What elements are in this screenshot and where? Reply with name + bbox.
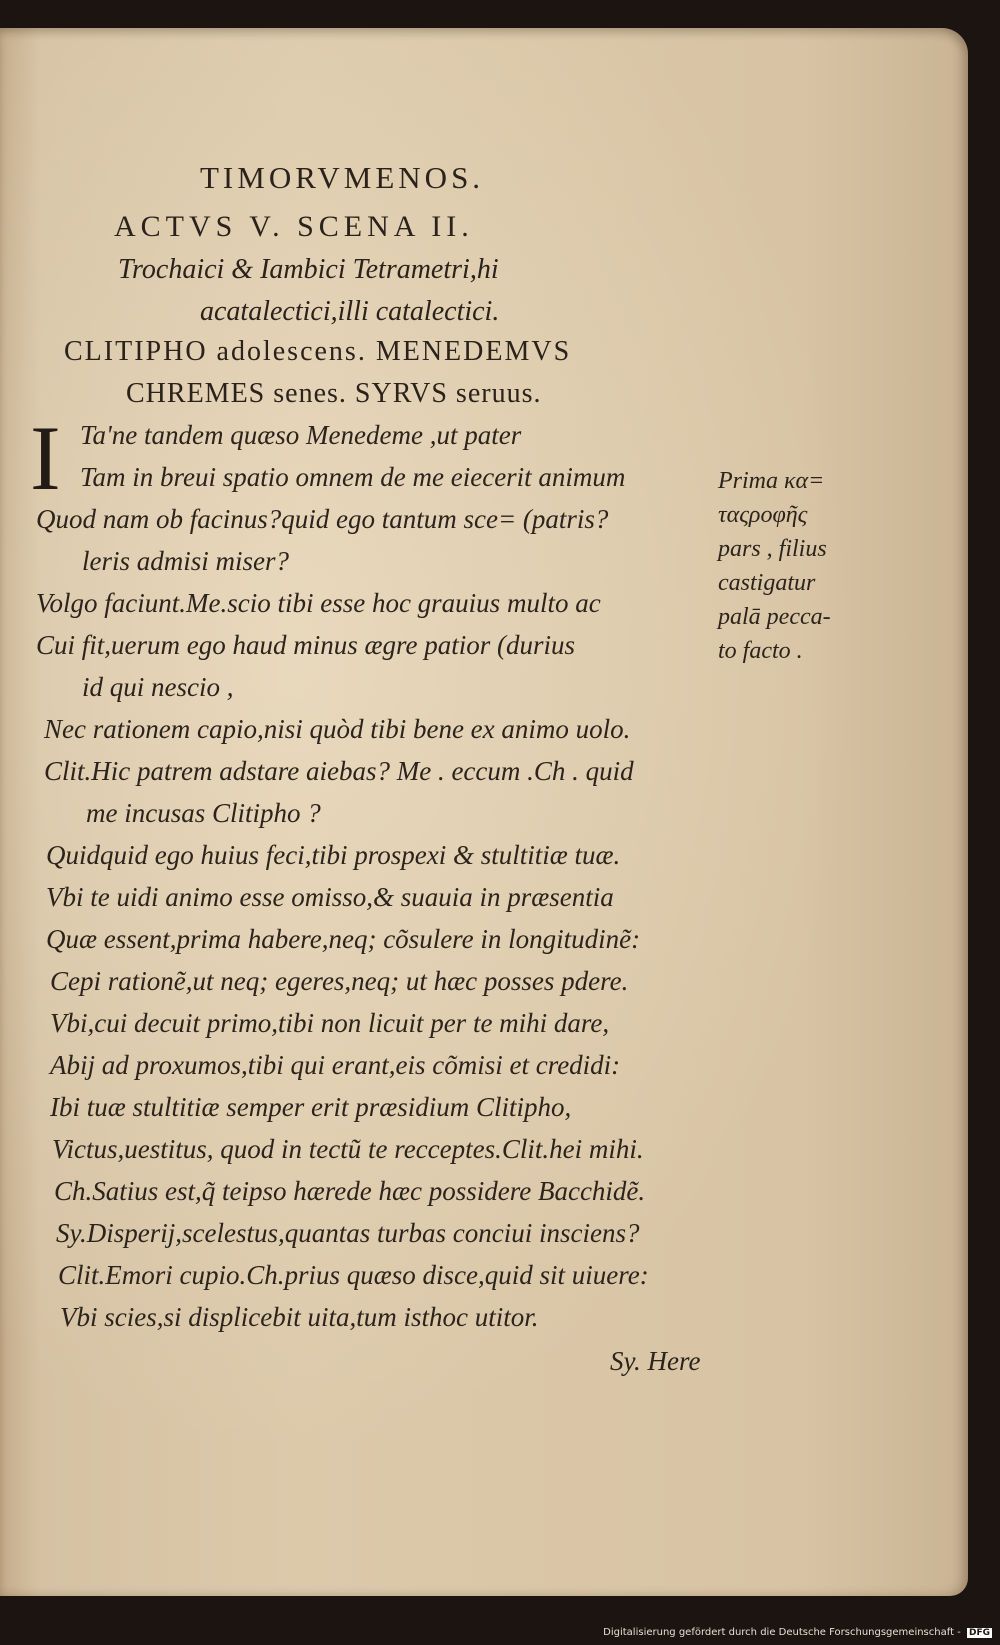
dramatis-personae-line-2: CHREMES senes. SYRVS seruus. (126, 378, 542, 409)
marginal-note-line: Prima κα= (718, 468, 825, 494)
verse-line: Abij ad proxumos,tibi qui erant,eis cõmisi et credidi: (50, 1050, 621, 1080)
verse-line: Cui fit,uerum ego haud minus ægre patior (durius (36, 630, 576, 660)
verse-line: leris admisi miser? (82, 546, 290, 576)
dramatis-personae-line-1: CLITIPHO adolescens. MENEDEMVS (64, 336, 572, 367)
verse-line: Tam in breui spatio omnem de me eiecerit animum (80, 462, 626, 492)
verse-line: Quidquid ego huius feci,tibi prospexi & stultitiæ tuæ. (46, 840, 621, 870)
verse-line: Ch.Satius est,q̃ teipso hærede hæc possidere Bacchidẽ. (54, 1176, 646, 1206)
verse-line: Quod nam ob facinus?quid ego tantum sce= (patris? (36, 504, 609, 534)
book-page (0, 28, 968, 1596)
dfg-logo: DFG (968, 1628, 990, 1638)
marginal-note-line: castigatur (718, 570, 816, 596)
marginal-note-line: to facto . (718, 638, 803, 664)
verse-line: Nec rationem capio,nisi quòd tibi bene ex animo uolo. (44, 714, 631, 744)
marginal-note-line: pars , filius (718, 536, 827, 562)
verse-line: Volgo faciunt.Me.scio tibi esse hoc grauius multo ac (36, 588, 601, 618)
act-scene-heading: ACTVS V. SCENA II. (114, 210, 474, 243)
verse-line: Cepi rationẽ,ut neq; egeres,neq; ut hæc posses pdere. (50, 966, 629, 996)
running-title: TIMORVMENOS. (200, 160, 485, 195)
verse-line: Ibi tuæ stultitiæ semper erit præsidium Clitipho, (50, 1092, 572, 1122)
verse-line: Vbi scies,si displicebit uita,tum isthoc utitor. (60, 1302, 539, 1332)
digitization-footer (603, 1627, 992, 1638)
verse-line: Quæ essent,prima habere,neq; cõsulere in longitudinẽ: (46, 924, 641, 954)
verse-line: Clit.Emori cupio.Ch.prius quæso disce,quid sit uiuere: (58, 1260, 649, 1290)
verse-line: Sy.Disperij,scelestus,quantas turbas conciui insciens? (56, 1218, 640, 1248)
catchword: Sy. Here (610, 1346, 701, 1376)
verse-line: me incusas Clitipho ? (86, 798, 321, 828)
verse-line: Victus,uestitus, quod in tectũ te recceptes.Clit.hei mihi. (52, 1134, 644, 1164)
meter-note-line-2: acatalectici,illi catalectici. (200, 296, 500, 327)
drop-cap-initial: I (30, 407, 61, 509)
meter-note-line-1: Trochaici & Iambici Tetrametri,hi (118, 254, 499, 285)
footer-text: Digitalisierung gefördert durch die Deutsche Forschungsgemeinschaft - (603, 1627, 961, 1638)
verse-line: id qui nescio , (82, 672, 234, 702)
verse-line: Vbi te uidi animo esse omisso,& suauia in præsentia (46, 882, 614, 912)
marginal-note-line: palā pecca- (718, 604, 831, 630)
marginal-note-line: ταςροφῆς (718, 502, 808, 528)
verse-line: Vbi,cui decuit primo,tibi non licuit per te mihi dare, (50, 1008, 610, 1038)
verse-line: Ta'ne tandem quæso Menedeme ,ut pater (80, 420, 522, 450)
verse-line: Clit.Hic patrem adstare aiebas? Me . eccum .Ch . quid (44, 756, 634, 786)
